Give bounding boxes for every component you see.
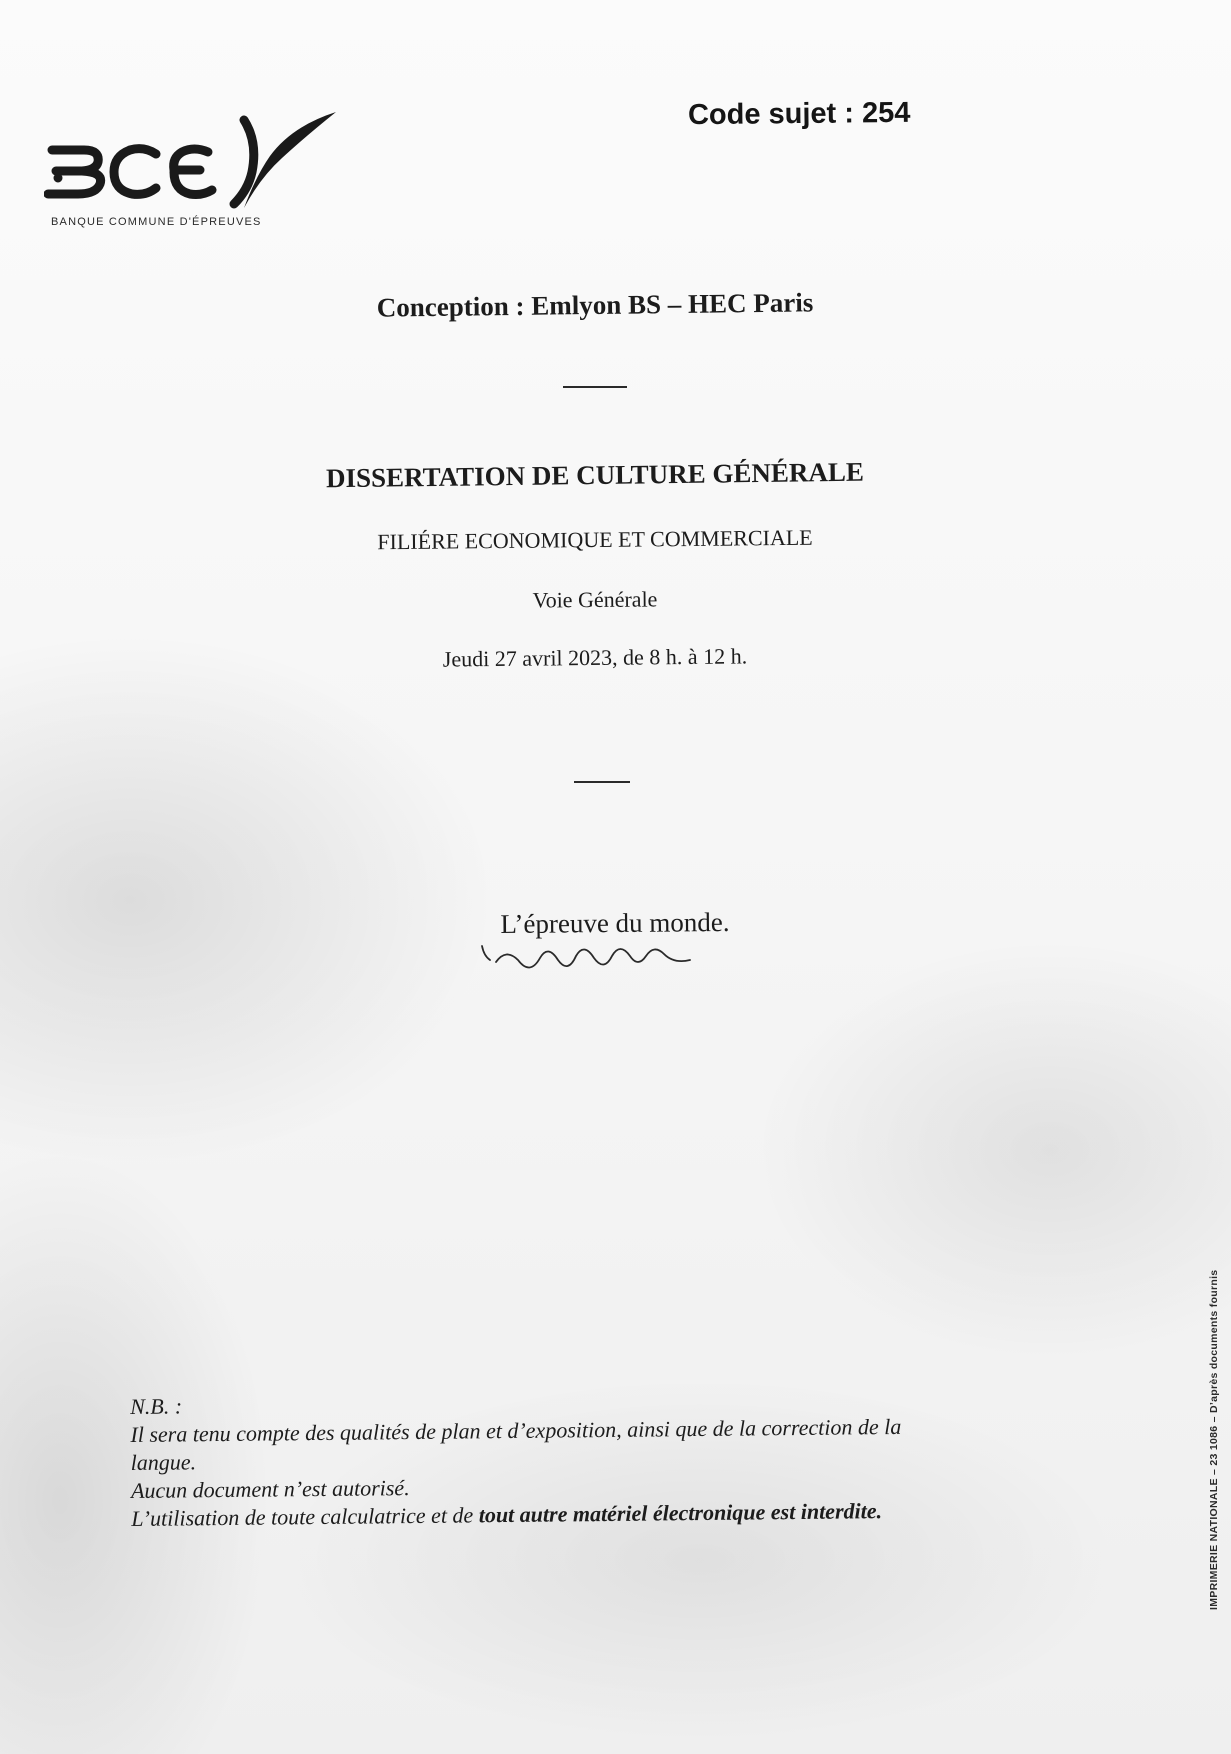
exam-title: DISSERTATION DE CULTURE GÉNÉRALE bbox=[325, 456, 865, 494]
nb-line-3: Aucun document n’est autorisé. bbox=[130, 1475, 410, 1503]
nb-line-4-emphasis: tout autre matériel électronique est interdite. bbox=[478, 1498, 883, 1528]
printer-imprint: IMPRIMERIE NATIONALE – 23 1086 – D’après documents fournis bbox=[1208, 1269, 1220, 1610]
exam-date: Jeudi 27 avril 2023, de 8 h. à 12 h. bbox=[442, 643, 748, 672]
code-sujet: Code sujet : 254 bbox=[687, 96, 911, 132]
logo-subtitle: BANQUE COMMUNE D'ÉPREUVES bbox=[51, 216, 262, 228]
nb-line-1: Il sera tenu compte des qualités de plan et d’exposition, ainsi que de la correction de la bbox=[130, 1413, 902, 1447]
divider-bottom bbox=[574, 781, 630, 783]
nb-line-4-start: L’utilisation de toute calculatrice et de bbox=[131, 1502, 479, 1531]
conception-line: Conception : Emlyon BS – HEC Paris bbox=[376, 287, 814, 323]
nb-label: N.B. : bbox=[130, 1393, 183, 1419]
nota-bene bbox=[130, 1383, 1111, 1533]
exam-subject: L’épreuve du monde. bbox=[500, 907, 730, 939]
nb-line-2: langue. bbox=[130, 1449, 197, 1475]
handwritten-squiggle-underline bbox=[478, 938, 710, 988]
exam-voie: Voie Générale bbox=[532, 586, 658, 613]
bce-logo-mark bbox=[44, 112, 384, 222]
divider-top bbox=[563, 386, 627, 388]
exam-filiere: FILIÉRE ECONOMIQUE ET COMMERCIALE bbox=[377, 524, 813, 555]
